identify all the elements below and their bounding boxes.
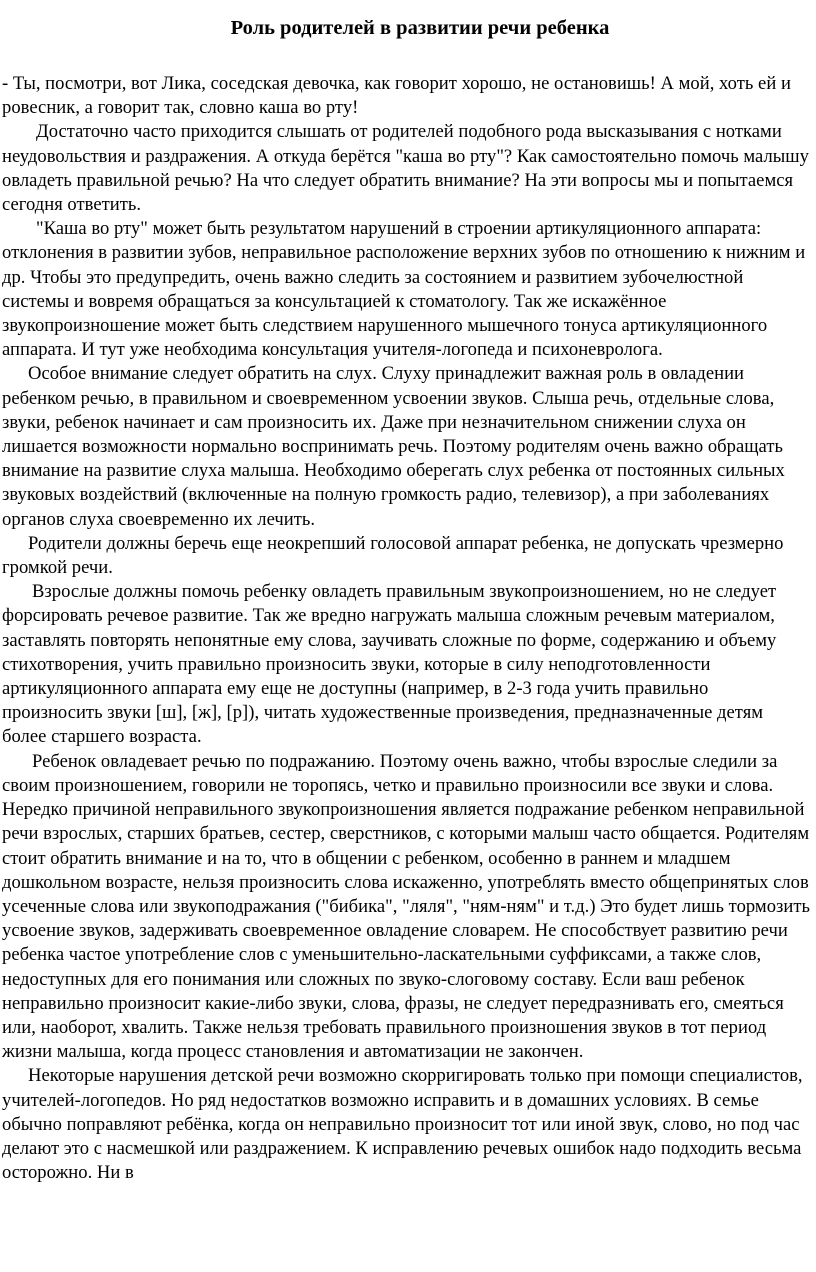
paragraph-dialogue: - Ты, посмотри, вот Лика, соседская девочка, как говорит хорошо, не остановишь! А мой, хоть ей и ровесник, а говорит так, словно каша во рту! — [2, 73, 791, 119]
paragraph-voice: Родители должны беречь еще неокрепший голосовой аппарат ребенка, не допускать чрезмерно громкой речи. — [2, 532, 784, 579]
document-body — [2, 72, 812, 1185]
document-title: Роль родителей в развитии речи ребенка — [230, 17, 610, 39]
paragraph-pronunciation: Взрослые должны помочь ребенку овладеть правильным звукопроизношением, но не следует форсировать речевое развитие. Так же вредно нагружать малыша сложным речевым материалом, заставлять повторять непонятные ему слова, заучивать сложные по форме, содержанию и объему стихотворения, учить правильно произносить звуки, которые в силу неподготовленности артикуляционного аппарата ему еще не доступны (например, в 2-3 года учить правильно произносить звуки [ш], [ж], [р]), читать художественные произведения, предназначенные детям более старшего возраста. — [2, 581, 777, 748]
paragraph-hearing: Особое внимание следует обратить на слух. Слуху принадлежит важная роль в овладении ребенком речью, в правильном и своевременном усвоении звуков. Слыша речь, отдельные слова, звуки, ребенок начинает и сам произносить их. Даже при незначительном снижении слуха он лишается возможности нормально воспринимать речь. Поэтому родителям очень важно обращать внимание на развитие слуха малыша. Необходимо оберегать слух ребенка от постоянных сильных звуковых воздействий (включенные на полную громкость радио, телевизор), а при заболеваниях органов слуха своевременно их лечить. — [2, 363, 785, 530]
paragraph-imitation: Ребенок овладевает речью по подражанию. Поэтому очень важно, чтобы взрослые следили за своим произношением, говорили не торопясь, четко и правильно произносили все звуки и слова. Нередко причиной неправильного звукопроизношения является подражание ребенком неправильной речи взрослых, старших братьев, сестер, сверстников, с которыми малыш часто общается. Родителям стоит обратить внимание и на то, что в общении с ребенком, особенно в раннем и младшем дошкольном возрасте, нельзя произносить слова искаженно, употреблять вместо общепринятых слов усеченные слова или звукоподражания ("бибика", "ляля", "ням-ням" и т.д.) Это будет лишь тормозить усвоение звуков, задерживать своевременное овладение словарем. Не способствует развитию речи ребенка частое употребление слов с уменьшительно-ласкательными суффиксами, а также слов, недоступных для его понимания или сложных по звуко-слоговому составу. Если ваш ребенок неправильно произносит какие-либо звуки, слова, фразы, не следует передразнивать его, смеяться или, наоборот, хвалить. Также нельзя требовать правильного произношения звуков в тот период жизни малыша, когда процесс становления и автоматизации не закончен. — [2, 750, 811, 1063]
paragraph-articulation: "Каша во рту" может быть результатом нарушений в строении артикуляционного аппарата: отклонения в развитии зубов, неправильное расположение верхних зубов по отношению к нижним и др. Чтобы это предупредить, очень важно следить за состоянием и развитием зубочелюстной системы и вовремя обращаться за консультацией к стоматологу. Так же искажённое звукопроизношение может быть следствием нарушенного мышечного тонуса артикуляционного аппарата. И тут уже необходима консультация учителя-логопеда и психоневролога. — [2, 218, 806, 361]
paragraph-correction: Некоторые нарушения детской речи возможно скорригировать только при помощи специалистов, учителей-логопедов. Но ряд недостатков возможно исправить и в домашних условиях. В семье обычно поправляют ребёнка, когда он неправильно произносит тот или иной звук, слово, но под час делают это с насмешкой или раздражением. К исправлению речевых ошибок надо подходить весьма осторожно. Ни в — [2, 1065, 803, 1184]
paragraph-intro: Достаточно часто приходится слышать от родителей подобного рода высказывания с нотками неудовольствия и раздражения. А откуда берётся "каша во рту"? Как самостоятельно помочь малышу овладеть правильной речью? На что следует обратить внимание? На эти вопросы мы и попытаемся сегодня ответить. — [2, 121, 809, 216]
